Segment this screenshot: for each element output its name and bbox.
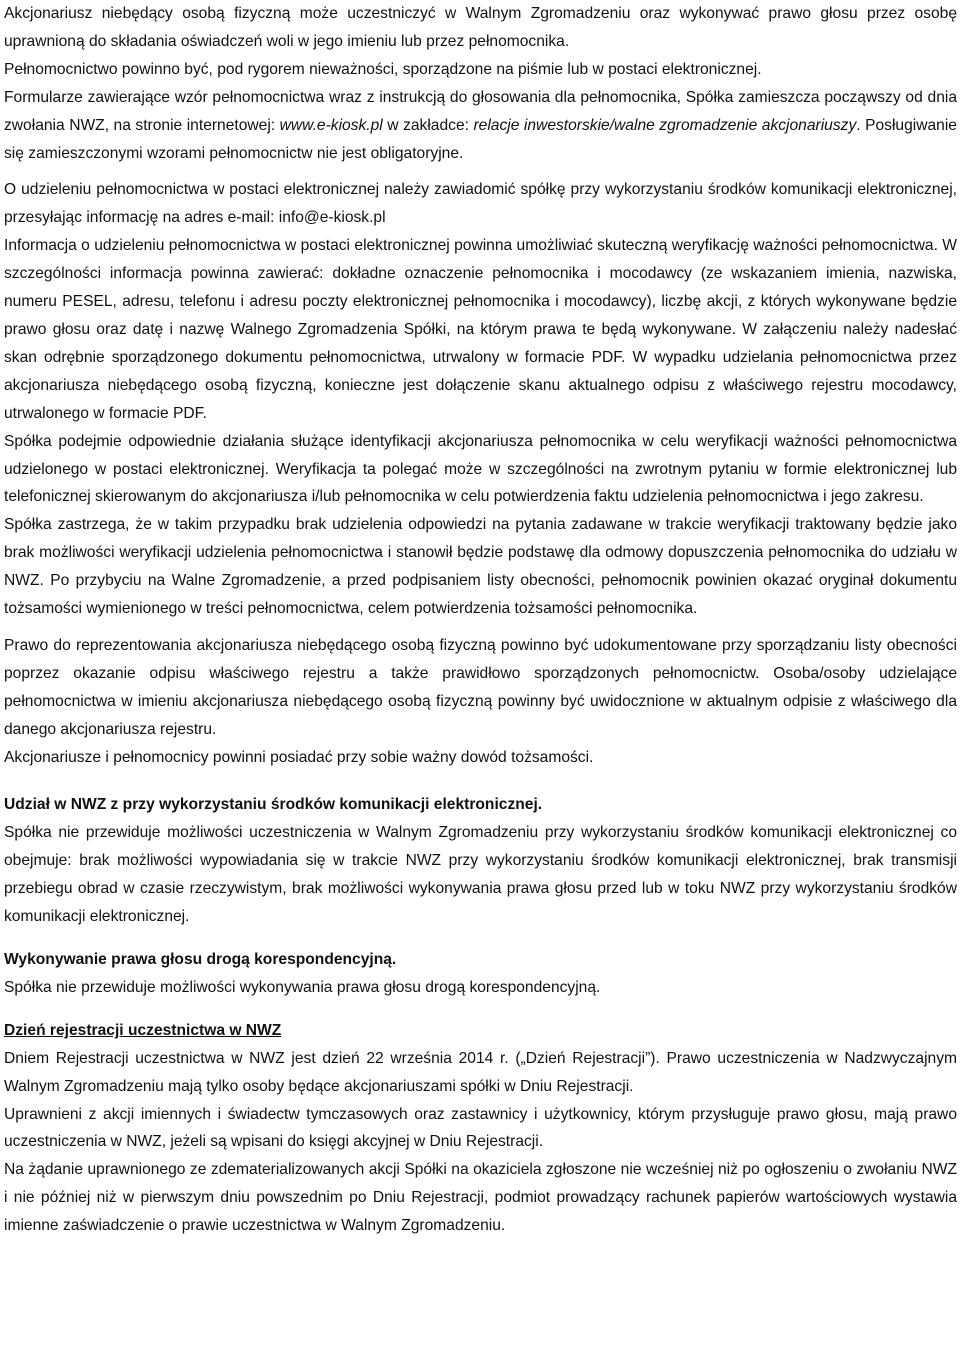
section-body-electronic: Spółka nie przewiduje możliwości uczestniczenia w Walnym Zgromadzeniu przy wykorzystaniu środków komunikacji elektronicznej co obejmuje: brak możliwości wypowiadania się w trakcie NWZ przy wykorzystaniu środków komunikacji elektronicznej, brak transmisji przebiegu obrad w czasie rzeczywistym, brak możliwości wykonywania prawa głosu przed lub w toku NWZ przy wykorzystaniu środków komunikacji elektronicznej. <box>4 824 957 926</box>
electronic-proxy-paragraph-4: Spółka zastrzega, że w takim przypadku brak udzielenia odpowiedzi na pytania zadawane w trakcie weryfikacji traktowany będzie jako brak możliwości weryfikacji udzielenia pełnomocnictwa i stanowił będzie podstawę dla odmowy dopuszczenia pełnomocnika do udziału w NWZ. Po przybyciu na Walne Zgromadzenie, a przed podpisaniem listy obecności, pełnomocnik powinien okazać oryginał dokumentu tożsamości wymienionego w treści pełnomocnictwa, celem potwierdzenia tożsamości pełnomocnika. <box>4 516 957 618</box>
intro-paragraph-2: Pełnomocnictwo powinno być, pod rygorem nieważności, sporządzone na piśmie lub w postaci elektronicznej. <box>4 60 762 78</box>
forms-text: Formularze zawierające wzór pełnomocnictwa wraz z instrukcją do głosowania dla pełnomocnika, Spółka zamieszcza począwszy od dnia zwołania NWZ, na stronie internetowej: <box>4 88 957 134</box>
website-tab-name: relacje inwestorskie/walne zgromadzenie akcjonariuszy <box>473 116 857 134</box>
section-heading-electronic: Udział w NWZ z przy wykorzystaniu środków komunikacji elektronicznej. <box>4 796 543 814</box>
intro-paragraph-3 <box>4 84 957 168</box>
section-body-correspondence: Spółka nie przewiduje możliwości wykonywania prawa głosu drogą korespondencyjną. <box>4 978 601 996</box>
section-heading-correspondence: Wykonywanie prawa głosu drogą korespondencyjną. <box>4 951 397 968</box>
tab-text: w zakładce: <box>382 116 474 134</box>
registration-paragraph-2: Uprawnieni z akcji imiennych i świadectw tymczasowych oraz zastawnicy i użytkownicy, którym przysługuje prawo głosu, mają prawo uczestniczenia w NWZ, jeżeli są wpisani do księgi akcyjnej w Dniu Rejestracji. <box>4 1105 957 1151</box>
representation-paragraph-1: Prawo do reprezentowania akcjonariusza niebędącego osobą fizyczną powinno być udokumentowane przy sporządzaniu listy obecności poprzez okazanie odpisu właściwego rejestru a także prawidłowo sporządzonych pełnomocnictw. Osoba/osoby udzielające pełnomocnictwa w imieniu akcjonariusza niebędącego osobą fizyczną powinny być uwidocznione w aktualnym odpisie z właściwego dla danego akcjonariusza rejestru. <box>4 636 957 738</box>
electronic-proxy-paragraph-2: Informacja o udzieleniu pełnomocnictwa w postaci elektronicznej powinna umożliwiać skuteczną weryfikację ważności pełnomocnictwa. W szczególności informacja powinna zawierać: dokładne oznaczenie pełnomocnika i mocodawcy (ze wskazaniem imienia, nazwiska, numeru PESEL, adresu, telefonu i adresu poczty elektronicznej pełnomocnika i mocodawcy), liczbę akcji, z których wykonywane będzie prawo głosu oraz datę i nazwę Walnego Zgromadzenia Spółki, na którym prawa te będą wykonywane. W załączeniu należy nadesłać skan odrębnie sporządzonego dokumentu pełnomocnictwa, utrwalony w formacie PDF. W wypadku udzielania pełnomocnictwa przez akcjonariusza niebędącego osobą fizyczną, konieczne jest dołączenie skanu aktualnego odpisu z właściwego rejestru mocodawcy, utrwalonego w formacie PDF. <box>4 237 957 422</box>
templates-note: . Posługiwanie się zamieszczonymi wzorami pełnomocnictw nie jest obligatoryjne. <box>4 116 957 162</box>
electronic-proxy-paragraph-1: O udzieleniu pełnomocnictwa w postaci elektronicznej należy zawiadomić spółkę przy wykorzystaniu środków komunikacji elektronicznej, przesyłając informację na adres e-mail: info@e-kiosk.pl <box>4 181 957 227</box>
intro-paragraph-1: Akcjonariusz niebędący osobą fizyczną może uczestniczyć w Walnym Zgromadzeniu oraz wykonywać prawo głosu przez osobę uprawnioną do składania oświadczeń woli w jego imieniu lub przez pełnomocnika. <box>4 5 957 50</box>
registration-paragraph-1: Dniem Rejestracji uczestnictwa w NWZ jest dzień 22 września 2014 r. („Dzień Rejestracji”). Prawo uczestniczenia w Nadzwyczajnym Walnym Zgromadzeniu mają tylko osoby będące akcjonariuszami spółki w Dniu Rejestracji. <box>4 1049 957 1095</box>
representation-paragraph-2: Akcjonariusze i pełnomocnicy powinni posiadać przy sobie ważny dowód tożsamości. <box>4 748 594 766</box>
registration-paragraph-3: Na żądanie uprawnionego ze zdematerializowanych akcji Spółki na okaziciela zgłoszone nie wcześniej niż po ogłoszeniu o zwołaniu NWZ i nie później niż w pierwszym dniu powszednim po Dniu Rejestracji, podmiot prowadzący rachunek papierów wartościowych wystawia imienne zaświadczenie o prawie uczestnictwa w Walnym Zgromadzeniu. <box>4 1161 957 1235</box>
section-heading-registration: Dzień rejestracji uczestnictwa w NWZ <box>4 1021 282 1039</box>
website-link[interactable]: www.e-kiosk.pl <box>279 116 383 134</box>
electronic-proxy-paragraph-3: Spółka podejmie odpowiednie działania służące identyfikacji akcjonariusza pełnomocnika w celu weryfikacji ważności pełnomocnictwa udzielonego w postaci elektronicznej. Weryfikacja ta polegać może w szczególności na zwrotnym pytaniu w formie elektronicznej lub telefonicznej skierowanym do akcjonariusza i/lub pełnomocnika w celu potwierdzenia faktu udzielenia pełnomocnictwa i jego zakresu. <box>4 432 957 506</box>
